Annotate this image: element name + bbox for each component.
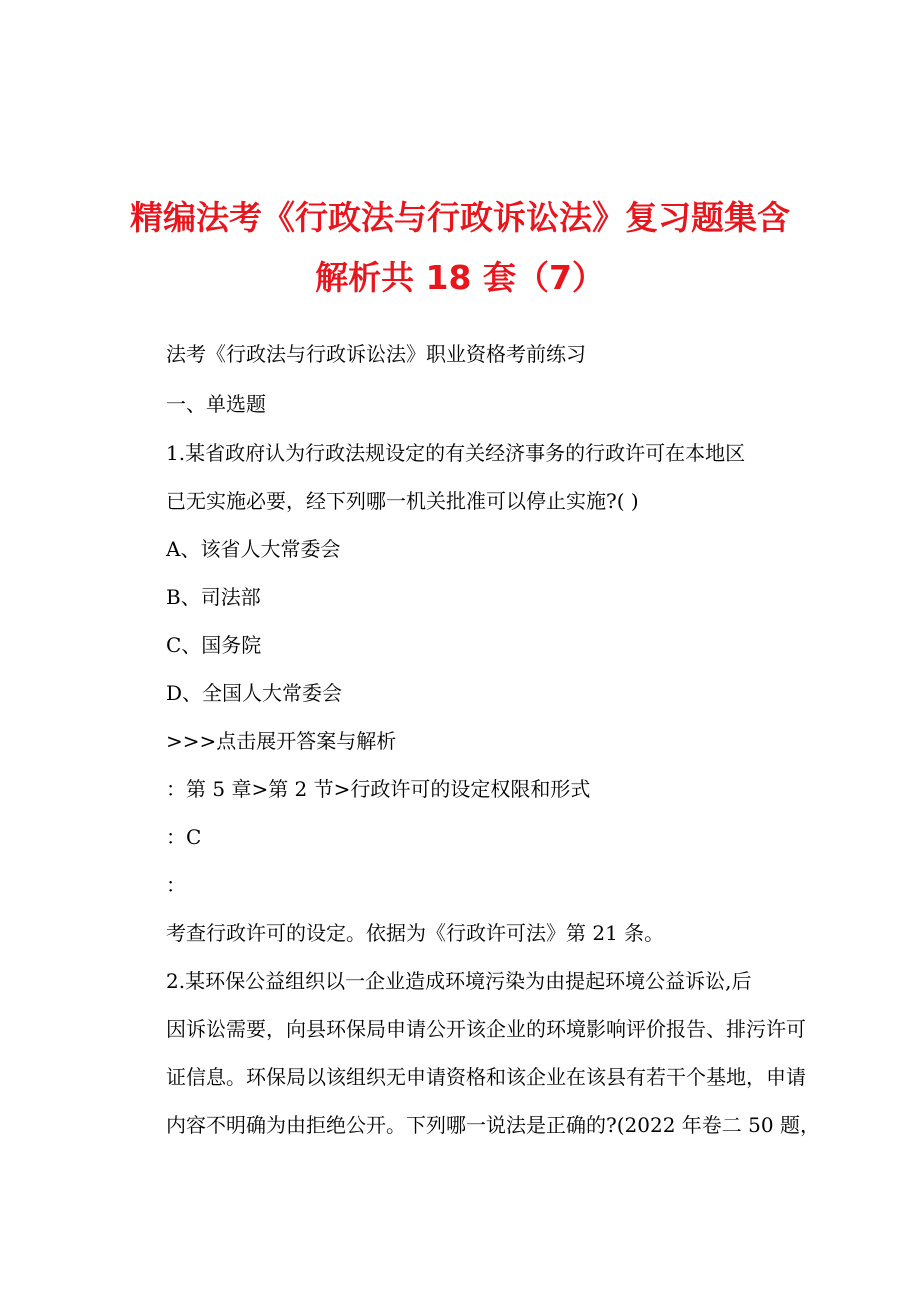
question-1-text-line-2: 已无实施必要，经下列哪一机关批准可以停止实施?( ): [166, 489, 639, 513]
question-1-answer: ：C: [166, 825, 202, 849]
question-2-text-line-3: 证信息。环保局以该组织无申请资格和该企业在该县有若干个基地，申请: [166, 1065, 806, 1089]
document-title-line-2: 解析共 18 套（7）: [315, 258, 605, 297]
expand-answer-link[interactable]: >>>点击展开答案与解析: [166, 729, 397, 753]
question-1-analysis: 考查行政许可的设定。依据为《行政许可法》第 21 条。: [166, 921, 665, 945]
question-1-option-a: A、该省人大常委会: [166, 537, 341, 561]
question-1-option-c: C、国务院: [166, 633, 262, 657]
subtitle: 法考《行政法与行政诉讼法》职业资格考前练习: [166, 342, 586, 366]
section-heading: 一、单选题: [166, 392, 266, 416]
question-2-text-line-1: 2.某环保公益组织以一企业造成环境污染为由提起环境公益诉讼,后: [166, 969, 752, 993]
question-1-option-d: D、全国人大常委会: [166, 681, 343, 705]
question-1-analysis-label: ：: [166, 873, 186, 897]
question-2-text-line-4: 内容不明确为由拒绝公开。下列哪一说法是正确的?(2022 年卷二 50 题，: [166, 1113, 820, 1137]
document-title-line-1: 精编法考《行政法与行政诉讼法》复习题集含: [130, 198, 790, 237]
question-1-option-b: B、司法部: [166, 585, 261, 609]
question-2-text-line-2: 因诉讼需要，向县环保局申请公开该企业的环境影响评价报告、排污许可: [166, 1017, 806, 1041]
question-1-chapter: ：第 5 章>第 2 节>行政许可的设定权限和形式: [166, 777, 591, 801]
question-1-text-line-1: 1.某省政府认为行政法规设定的有关经济事务的行政许可在本地区: [166, 441, 746, 465]
